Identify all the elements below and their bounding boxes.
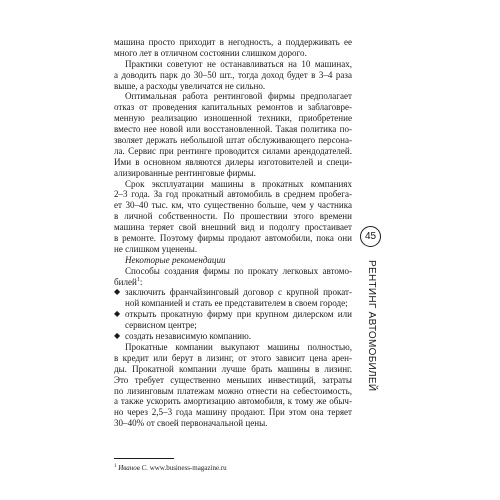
text-line: Это требует существенно меньших инвестиций, затраты bbox=[114, 374, 352, 385]
paragraph-start: Оптимальная работа рентинговой фирмы предполагает bbox=[125, 91, 352, 102]
footnote-divider bbox=[114, 458, 174, 459]
bullet-item bbox=[114, 287, 352, 298]
page-number-badge bbox=[360, 226, 381, 247]
footnote-mark: 1 bbox=[114, 464, 117, 469]
text-line: а также ускорить амортизацию автомобиля, к тому же обыч- bbox=[114, 396, 352, 407]
text-line: ды. Прокатной компании лучше брать машины в лизинг. bbox=[114, 363, 352, 374]
text-line: Ими в основном являются дилеры изготовителей и специ- bbox=[114, 156, 352, 167]
text-line: вместо нее новой или восстановленной. Такая политика по- bbox=[114, 124, 352, 135]
text-line: менную реализацию изношенной техники, приобретение bbox=[114, 113, 352, 124]
text-line: а доводить парк до 30–50 шт., тогда доход будет в 3–4 раза bbox=[114, 69, 352, 80]
paragraph-start: Способы создания фирмы по прокату легковых автомо- bbox=[125, 265, 352, 276]
text-fragment: билей bbox=[114, 276, 137, 287]
text-line: машина просто приходит в негодность, а поддерживать ее bbox=[114, 37, 352, 47]
bullet-continuation: сервисном центре; bbox=[125, 320, 197, 331]
bullet-item bbox=[114, 331, 352, 342]
text-line: отказ от проведения капитальных ремонтов и заблаговре- bbox=[114, 102, 352, 113]
text-line: в личной собственности. По прошествии этого времени bbox=[114, 211, 352, 222]
running-head: РЕНТИНГ АВТОМОБИЛЕЙ bbox=[366, 260, 377, 392]
paragraph-start: Практики советуют не останавливаться на 10 машинах, bbox=[125, 58, 352, 69]
body-text bbox=[114, 37, 352, 429]
text-line: но через 2,5–3 года машину продают. При этом она теряет bbox=[114, 407, 352, 418]
bullet-continuation: ной компанией и стать ее представителем в своем городе; bbox=[125, 298, 348, 309]
text-line: 30–40% от своей первоначальной цены. bbox=[114, 418, 268, 429]
bullet-item bbox=[114, 309, 352, 320]
paragraph-start: Прокатные компании выкупают машины полностью, bbox=[125, 341, 352, 352]
text-line: машина теряет свой внешний вид и подолгу простаивает bbox=[114, 222, 352, 233]
bullet-text: открыть прокатную фирму при крупном дилерском или bbox=[125, 309, 352, 320]
text-line: выше, а расходы увеличатся не сильно. bbox=[114, 80, 266, 91]
diamond-bullet-icon: ◆ bbox=[114, 331, 121, 341]
text-line: в ремонте. Поэтому фирмы продают автомобили, пока они bbox=[114, 233, 352, 244]
diamond-bullet-icon: ◆ bbox=[114, 309, 121, 319]
footnote-source: www.business-magazine.ru bbox=[147, 464, 227, 472]
text-line: зволяет держать небольшой штат обслуживающего персона- bbox=[114, 135, 352, 146]
diamond-bullet-icon: ◆ bbox=[114, 287, 121, 297]
subheading: Некоторые рекомендации bbox=[125, 254, 226, 265]
text-line: не слишком уценены. bbox=[114, 243, 198, 254]
footnote-author: Иванов С. bbox=[118, 464, 148, 472]
page-number: 45 bbox=[364, 231, 377, 242]
text-line bbox=[114, 277, 352, 288]
text-line: 2–3 года. За год прокатный автомобиль в среднем пробега- bbox=[114, 189, 352, 200]
text-line: много лет в отличном состоянии слишком дорого. bbox=[114, 47, 307, 58]
footnote-reference: 1 bbox=[136, 276, 140, 283]
paragraph-start: Срок эксплуатации машины в прокатных компаниях bbox=[125, 178, 352, 189]
text-line: ет 30–40 тыс. км, что существенно больше, чем у частника bbox=[114, 200, 352, 211]
text-line: ализированные рентинговые фирмы. bbox=[114, 167, 256, 178]
text-line: ла. Сервис при рентинге проводится силами арендодателей. bbox=[114, 145, 352, 156]
text-line: по лизинговым платежам можно отнести на себестоимость, bbox=[114, 385, 352, 396]
bullet-text: создать независимую компанию. bbox=[125, 331, 252, 342]
bullet-text: заключить франчайзинговый договор с крупной прокат- bbox=[125, 287, 352, 298]
colon: : bbox=[139, 276, 143, 287]
footnote bbox=[114, 462, 352, 473]
text-line: в кредит или берут в лизинг, от этого зависит цена арен- bbox=[114, 352, 352, 363]
